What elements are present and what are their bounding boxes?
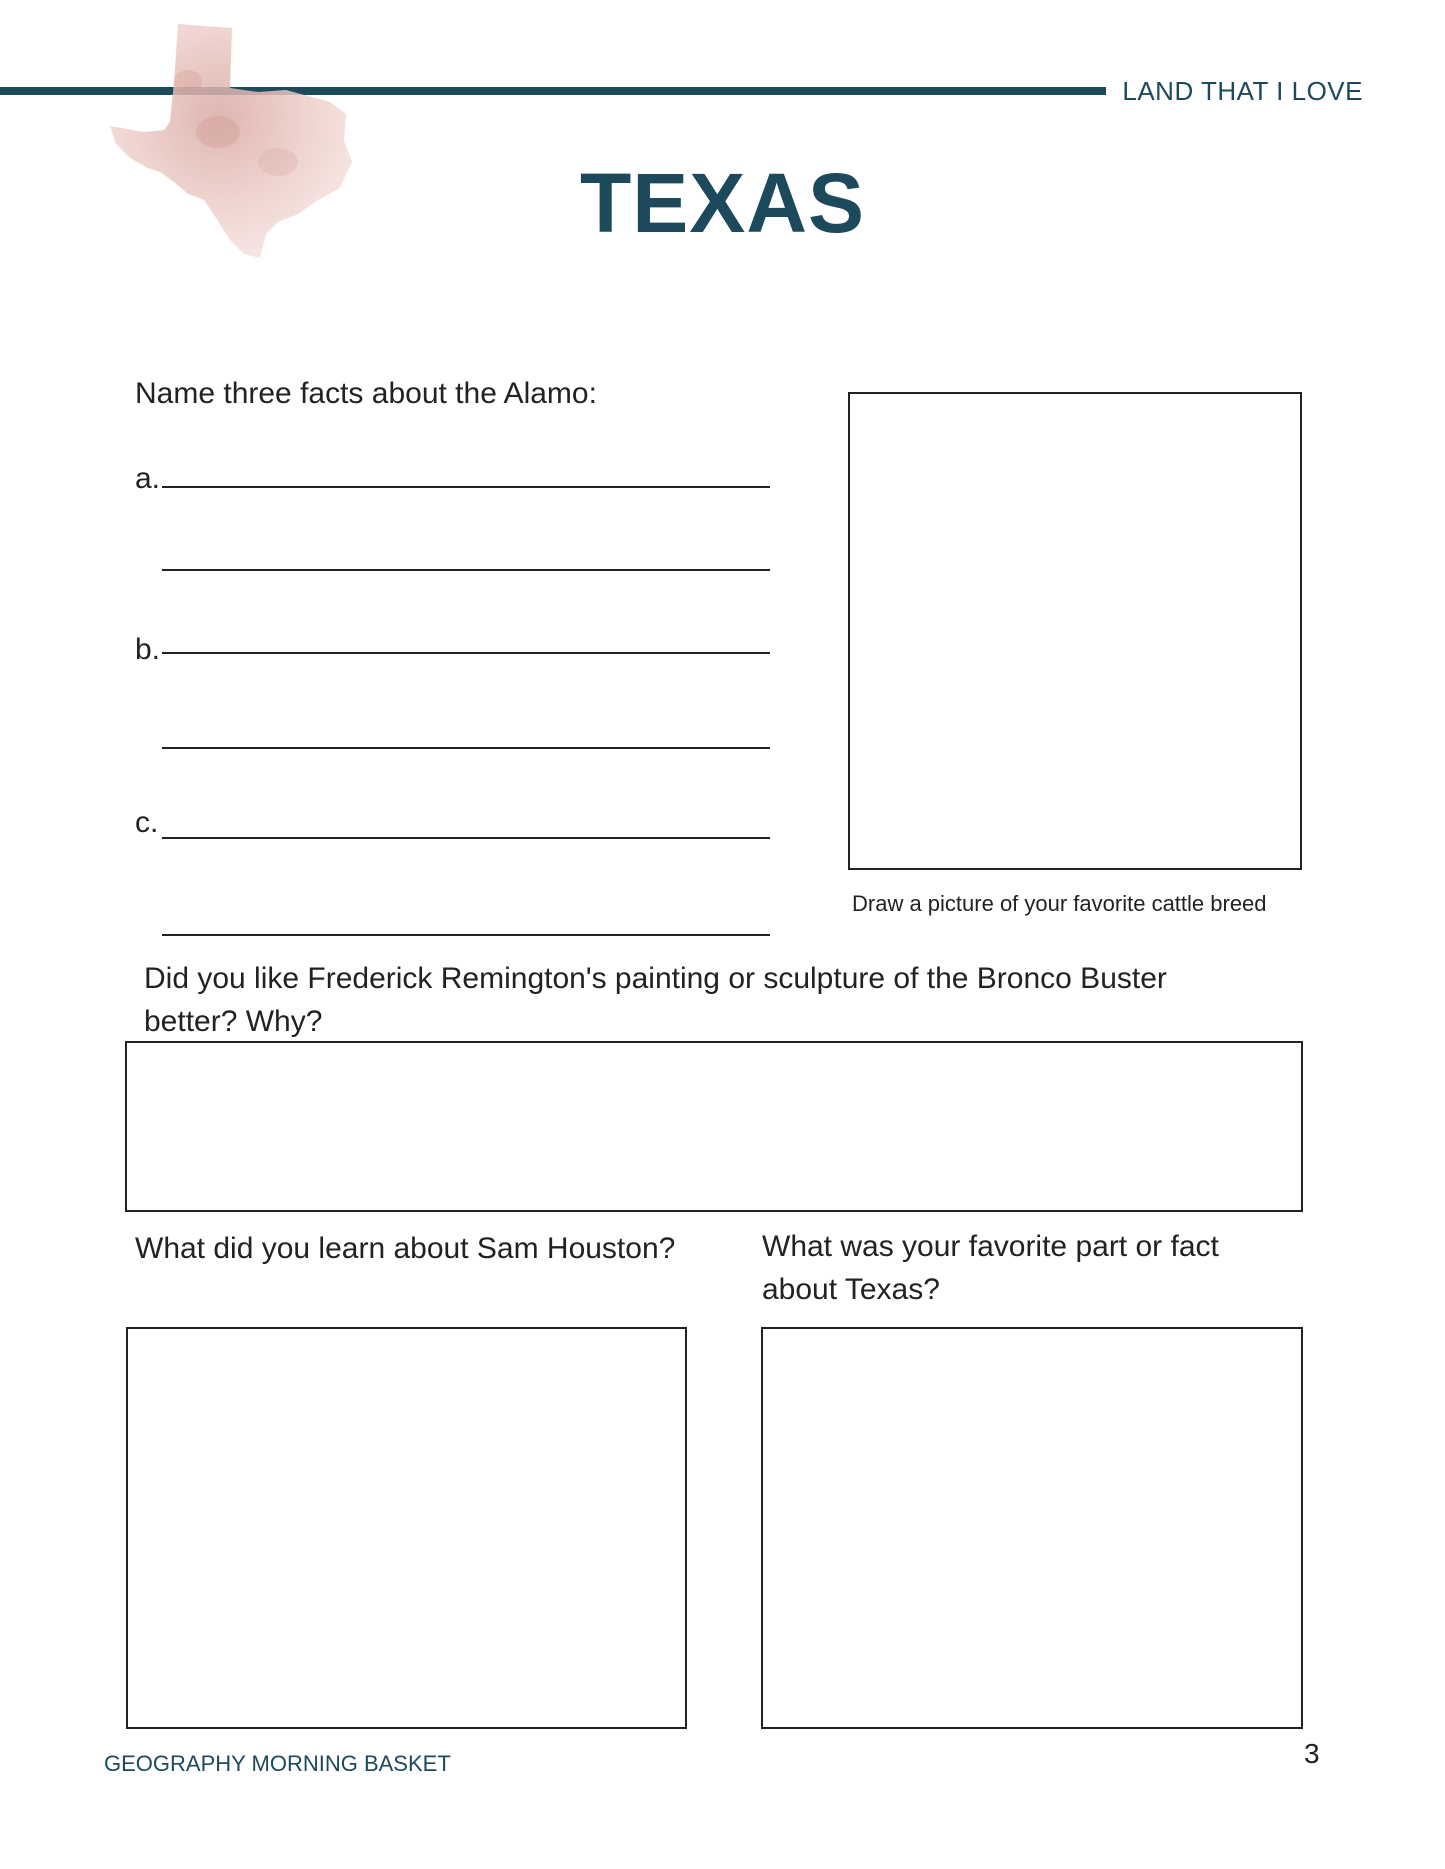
alamo-item-c-line-1[interactable] [162,837,770,839]
alamo-item-b-line-1[interactable] [162,652,770,654]
alamo-item-a-line-2[interactable] [162,569,770,571]
remington-answer-box[interactable] [125,1041,1303,1212]
alamo-item-a-letter: a. [135,462,161,495]
alamo-item-b-letter: b. [135,633,161,666]
remington-question: Did you like Frederick Remington's painting or sculpture of the Bronco Buster better? Why? [144,962,1167,1038]
alamo-item-c-letter: c. [135,806,159,839]
page-title: TEXAS [579,156,866,250]
alamo-item-b-line-2[interactable] [162,747,770,749]
favorite-answer-box[interactable] [761,1327,1303,1729]
alamo-item-c-line-2[interactable] [162,934,770,936]
alamo-question: Name three facts about the Alamo: [135,377,597,410]
houston-answer-box[interactable] [126,1327,687,1729]
cattle-drawing-box[interactable] [848,392,1302,870]
houston-question: What did you learn about Sam Houston? [135,1232,676,1265]
series-label: LAND THAT I LOVE [1122,76,1363,106]
alamo-item-a-line-1[interactable] [162,486,770,488]
favorite-question: What was your favorite part or fact about Texas? [762,1230,1219,1306]
footer-label: GEOGRAPHY MORNING BASKET [104,1751,451,1776]
cattle-caption: Draw a picture of your favorite cattle breed [852,891,1267,916]
page-number: 3 [1304,1738,1320,1769]
